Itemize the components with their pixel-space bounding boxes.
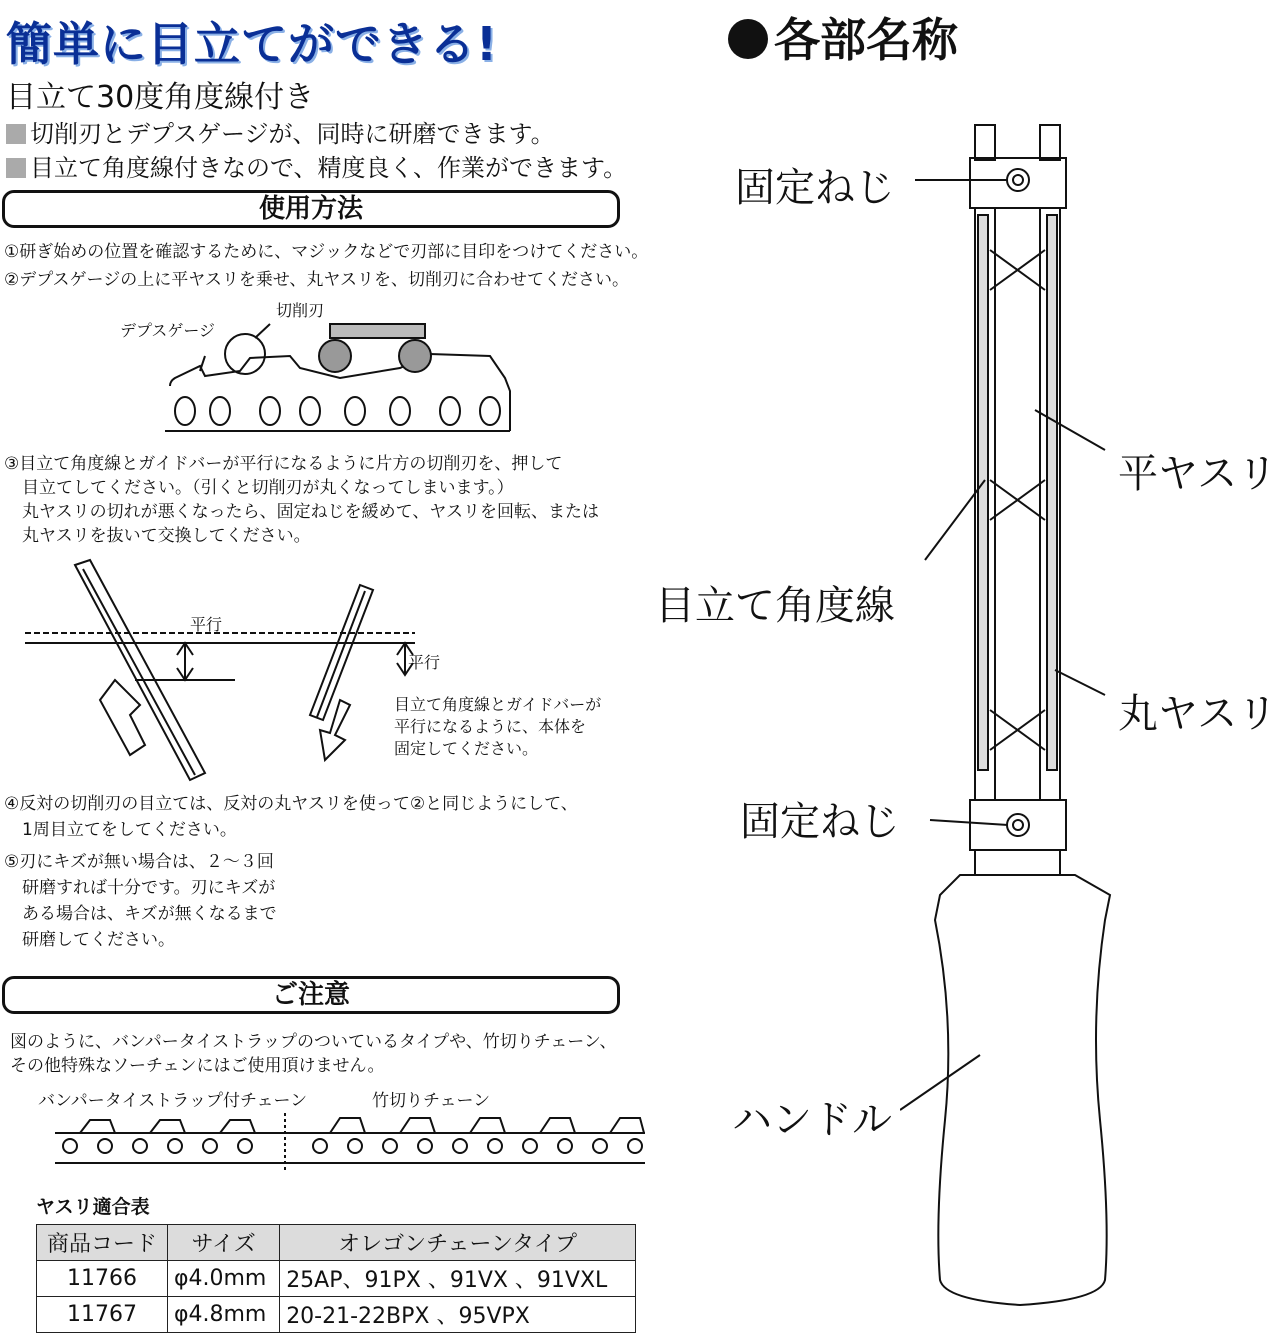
label-bumper-chain: バンパータイストラップ付チェーン — [38, 1091, 308, 1111]
table-cell: 20-21-22BPX 、95VPX — [280, 1297, 636, 1333]
bullet-square-icon — [6, 124, 26, 144]
label-screw-bottom: 固定ねじ — [740, 799, 900, 845]
label-cutter: 切削刃 — [276, 301, 325, 320]
label-angle-line: 目立て角度線 — [655, 583, 895, 629]
table-row — [37, 1261, 636, 1297]
label-bamboo-chain: 竹切りチェーン — [372, 1091, 491, 1111]
step-5-line: 研磨してください。 — [22, 930, 175, 950]
table-title: ヤスリ適合表 — [36, 1196, 150, 1218]
label-handle: ハンドル — [732, 1097, 892, 1143]
table-cell: 25AP、91PX 、91VX 、91VXL — [280, 1261, 636, 1297]
caution-line: その他特殊なソーチェンにはご使用頂けません。 — [10, 1056, 385, 1076]
fig2-note-line: 平行になるように、本体を — [394, 717, 587, 736]
bullet-square-icon — [6, 158, 26, 178]
fig2-note-line: 目立て角度線とガイドバーが — [394, 695, 602, 714]
fig2-note-line: 固定してください。 — [394, 739, 539, 758]
table-cell: φ4.8mm — [167, 1297, 279, 1333]
step-5-line: ある場合は、キズが無くなるまで — [22, 904, 277, 924]
step-5-line: 研磨すれば十分です。刃にキズが — [22, 878, 276, 898]
label-parallel: 平行 — [190, 615, 223, 634]
subtitle: 目立て30度角度線付き — [6, 80, 315, 115]
label-parallel: 平行 — [408, 653, 441, 672]
step-3-line: 目立てしてください。（引くと切削刃が丸くなってしまいます。） — [22, 478, 514, 498]
table-header: オレゴンチェーンタイプ — [280, 1225, 636, 1261]
parts-title: 各部名称 — [728, 4, 958, 70]
step-1: ①研ぎ始めの位置を確認するために、マジックなどで刃部に目印をつけてください。 — [4, 242, 649, 262]
step-5-line: ⑤刃にキズが無い場合は、２～３回 — [4, 852, 274, 872]
label-screw-top: 固定ねじ — [735, 165, 895, 211]
feature-item: 目立て角度線付きなので、精度良く、作業ができます。 — [6, 148, 627, 183]
special-chains-figure — [50, 1108, 650, 1178]
file-compat-table — [36, 1224, 636, 1333]
table-row — [37, 1297, 636, 1333]
table-cell: 11767 — [37, 1297, 168, 1333]
usage-section-title: 使用方法 — [2, 190, 620, 228]
step-4-line: 1周目立てをしてください。 — [22, 820, 237, 840]
table-cell: 11766 — [37, 1261, 168, 1297]
step-4-line: ④反対の切削刃の目立ては、反対の丸ヤスリを使って②と同じようにして、 — [4, 794, 578, 814]
table-header-row — [37, 1225, 636, 1261]
table-header: サイズ — [167, 1225, 279, 1261]
label-round-file: 丸ヤスリ — [1118, 691, 1278, 737]
step-3-line: 丸ヤスリの切れが悪くなったら、固定ねじを緩めて、ヤスリを回転、または — [22, 502, 599, 522]
table-cell: φ4.0mm — [167, 1261, 279, 1297]
step-2: ②デプスゲージの上に平ヤスリを乗せ、丸ヤスリを、切削刃に合わせてください。 — [4, 270, 630, 290]
label-flat-file: 平ヤスリ — [1118, 451, 1278, 497]
feature-item: 切削刃とデプスゲージが、同時に研磨できます。 — [6, 114, 555, 149]
bullet-dot-icon — [728, 19, 768, 59]
headline: 簡単に目立てができる! — [6, 17, 498, 71]
label-depth-gauge: デプスゲージ — [120, 321, 216, 340]
caution-line: 図のように、バンパータイストラップのついているタイプや、竹切りチェーン、 — [10, 1032, 617, 1052]
table-header: 商品コード — [37, 1225, 168, 1261]
caution-section-title: ご注意 — [2, 976, 620, 1014]
step-3-line: ③目立て角度線とガイドバーが平行になるように片方の切削刃を、押して — [4, 454, 563, 474]
step-3-line: 丸ヤスリを抜いて交換してください。 — [22, 526, 311, 546]
filing-angle-figure — [25, 555, 445, 790]
